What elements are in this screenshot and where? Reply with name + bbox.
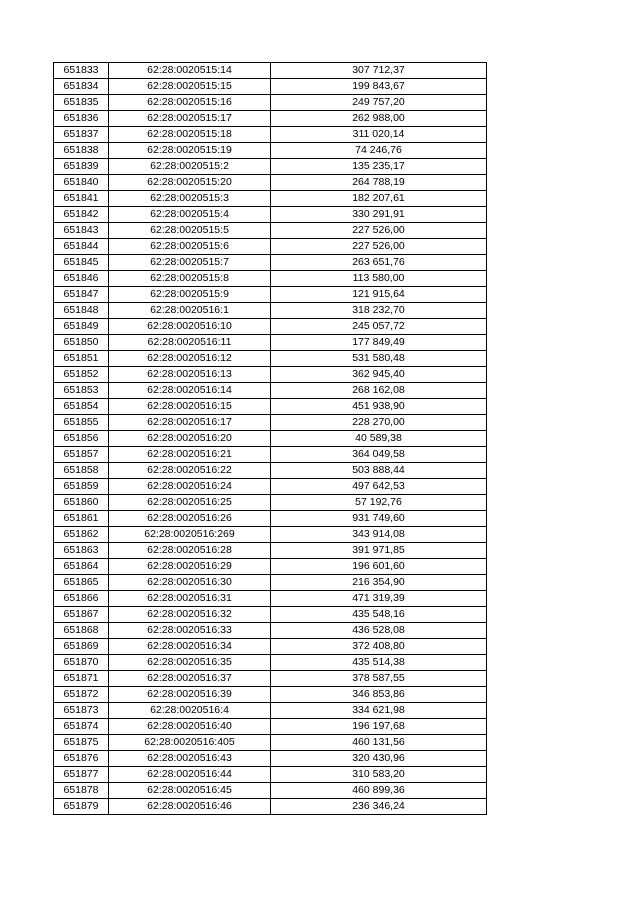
table-row [54,415,487,431]
row-number: 651854 [54,399,109,415]
table-row [54,575,487,591]
cadastral-value: 121 915,64 [271,287,487,303]
row-number: 651874 [54,719,109,735]
cadastral-value: 372 408,80 [271,639,487,655]
table-body [54,63,487,815]
table-row [54,255,487,271]
table-row [54,511,487,527]
table-row [54,623,487,639]
row-number: 651843 [54,223,109,239]
cadastral-number: 62:28:0020515:15 [109,79,271,95]
table-row [54,319,487,335]
cadastral-number: 62:28:0020516:28 [109,543,271,559]
cadastral-number: 62:28:0020516:15 [109,399,271,415]
row-number: 651878 [54,783,109,799]
cadastral-value: 245 057,72 [271,319,487,335]
table-row [54,367,487,383]
cadastral-value: 391 971,85 [271,543,487,559]
cadastral-value: 503 888,44 [271,463,487,479]
cadastral-number: 62:28:0020515:8 [109,271,271,287]
row-number: 651866 [54,591,109,607]
cadastral-number: 62:28:0020516:44 [109,767,271,783]
table-row [54,783,487,799]
row-number: 651845 [54,255,109,271]
row-number: 651860 [54,495,109,511]
row-number: 651858 [54,463,109,479]
row-number: 651853 [54,383,109,399]
table-row [54,735,487,751]
row-number: 651847 [54,287,109,303]
cadastral-number: 62:28:0020515:14 [109,63,271,79]
cadastral-number: 62:28:0020516:13 [109,367,271,383]
cadastral-value: 378 587,55 [271,671,487,687]
row-number: 651848 [54,303,109,319]
table-row [54,383,487,399]
data-sheet [53,62,487,815]
cadastral-value: 311 020,14 [271,127,487,143]
row-number: 651861 [54,511,109,527]
cadastral-value: 343 914,08 [271,527,487,543]
cadastral-value: 227 526,00 [271,223,487,239]
cadastral-value: 531 580,48 [271,351,487,367]
row-number: 651859 [54,479,109,495]
table-row [54,671,487,687]
table-row [54,63,487,79]
table-row [54,495,487,511]
cadastral-value: 249 757,20 [271,95,487,111]
cadastral-value: 113 580,00 [271,271,487,287]
cadastral-number: 62:28:0020516:4 [109,703,271,719]
cadastral-number: 62:28:0020516:43 [109,751,271,767]
table-row [54,431,487,447]
cadastral-number: 62:28:0020516:12 [109,351,271,367]
row-number: 651841 [54,191,109,207]
table-row [54,351,487,367]
table-row [54,543,487,559]
table-row [54,223,487,239]
cadastral-number: 62:28:0020515:16 [109,95,271,111]
table-row [54,703,487,719]
cadastral-value: 460 131,56 [271,735,487,751]
table-row [54,143,487,159]
table-row [54,607,487,623]
row-number: 651869 [54,639,109,655]
row-number: 651867 [54,607,109,623]
row-number: 651840 [54,175,109,191]
table-row [54,639,487,655]
row-number: 651856 [54,431,109,447]
table-row [54,79,487,95]
cadastral-number: 62:28:0020516:35 [109,655,271,671]
cadastral-value: 364 049,58 [271,447,487,463]
cadastral-value: 74 246,76 [271,143,487,159]
cadastral-value: 451 938,90 [271,399,487,415]
row-number: 651865 [54,575,109,591]
cadastral-value: 931 749,60 [271,511,487,527]
row-number: 651850 [54,335,109,351]
row-number: 651838 [54,143,109,159]
row-number: 651855 [54,415,109,431]
row-number: 651837 [54,127,109,143]
table-row [54,191,487,207]
table-row [54,559,487,575]
cadastral-number: 62:28:0020516:37 [109,671,271,687]
row-number: 651846 [54,271,109,287]
table-row [54,799,487,815]
cadastral-number: 62:28:0020516:46 [109,799,271,815]
cadastral-number: 62:28:0020516:405 [109,735,271,751]
cadastral-number: 62:28:0020515:2 [109,159,271,175]
cadastral-value: 268 162,08 [271,383,487,399]
table-row [54,767,487,783]
cadastral-value: 196 197,68 [271,719,487,735]
cadastral-value: 307 712,37 [271,63,487,79]
cadastral-number: 62:28:0020515:4 [109,207,271,223]
table-row [54,463,487,479]
cadastral-value: 177 849,49 [271,335,487,351]
cadastral-value: 57 192,76 [271,495,487,511]
row-number: 651868 [54,623,109,639]
table-row [54,111,487,127]
cadastral-value: 460 899,36 [271,783,487,799]
row-number: 651872 [54,687,109,703]
cadastral-number: 62:28:0020516:25 [109,495,271,511]
row-number: 651842 [54,207,109,223]
cadastral-value: 320 430,96 [271,751,487,767]
cadastral-number: 62:28:0020515:3 [109,191,271,207]
row-number: 651839 [54,159,109,175]
table-row [54,95,487,111]
cadastral-value: 236 346,24 [271,799,487,815]
cadastral-value: 262 988,00 [271,111,487,127]
cadastral-value: 216 354,90 [271,575,487,591]
cadastral-value-table [53,62,487,815]
table-row [54,127,487,143]
cadastral-number: 62:28:0020516:21 [109,447,271,463]
cadastral-value: 196 601,60 [271,559,487,575]
table-row [54,239,487,255]
row-number: 651834 [54,79,109,95]
cadastral-value: 228 270,00 [271,415,487,431]
cadastral-value: 182 207,61 [271,191,487,207]
cadastral-value: 40 589,38 [271,431,487,447]
cadastral-value: 334 621,98 [271,703,487,719]
cadastral-number: 62:28:0020515:9 [109,287,271,303]
cadastral-value: 497 642,53 [271,479,487,495]
cadastral-number: 62:28:0020516:22 [109,463,271,479]
row-number: 651877 [54,767,109,783]
row-number: 651871 [54,671,109,687]
table-row [54,447,487,463]
row-number: 651873 [54,703,109,719]
cadastral-number: 62:28:0020516:34 [109,639,271,655]
table-row [54,399,487,415]
table-row [54,175,487,191]
row-number: 651835 [54,95,109,111]
cadastral-value: 264 788,19 [271,175,487,191]
cadastral-number: 62:28:0020516:1 [109,303,271,319]
table-row [54,527,487,543]
cadastral-number: 62:28:0020515:7 [109,255,271,271]
row-number: 651862 [54,527,109,543]
cadastral-number: 62:28:0020515:20 [109,175,271,191]
cadastral-value: 471 319,39 [271,591,487,607]
table-row [54,207,487,223]
cadastral-number: 62:28:0020516:39 [109,687,271,703]
cadastral-number: 62:28:0020516:31 [109,591,271,607]
table-row [54,719,487,735]
cadastral-number: 62:28:0020515:19 [109,143,271,159]
table-row [54,591,487,607]
cadastral-number: 62:28:0020516:20 [109,431,271,447]
cadastral-value: 435 548,16 [271,607,487,623]
cadastral-value: 263 651,76 [271,255,487,271]
cadastral-number: 62:28:0020516:17 [109,415,271,431]
cadastral-number: 62:28:0020516:11 [109,335,271,351]
cadastral-value: 346 853,86 [271,687,487,703]
cadastral-number: 62:28:0020516:14 [109,383,271,399]
row-number: 651876 [54,751,109,767]
row-number: 651870 [54,655,109,671]
cadastral-value: 362 945,40 [271,367,487,383]
table-row [54,159,487,175]
cadastral-number: 62:28:0020516:33 [109,623,271,639]
cadastral-number: 62:28:0020516:40 [109,719,271,735]
row-number: 651852 [54,367,109,383]
row-number: 651851 [54,351,109,367]
row-number: 651875 [54,735,109,751]
cadastral-value: 330 291,91 [271,207,487,223]
table-row [54,335,487,351]
cadastral-number: 62:28:0020516:32 [109,607,271,623]
cadastral-number: 62:28:0020516:29 [109,559,271,575]
row-number: 651857 [54,447,109,463]
cadastral-value: 135 235,17 [271,159,487,175]
cadastral-number: 62:28:0020516:45 [109,783,271,799]
cadastral-number: 62:28:0020515:17 [109,111,271,127]
cadastral-value: 310 583,20 [271,767,487,783]
row-number: 651849 [54,319,109,335]
row-number: 651863 [54,543,109,559]
cadastral-number: 62:28:0020516:10 [109,319,271,335]
cadastral-number: 62:28:0020515:5 [109,223,271,239]
cadastral-number: 62:28:0020516:26 [109,511,271,527]
row-number: 651836 [54,111,109,127]
cadastral-value: 199 843,67 [271,79,487,95]
row-number: 651879 [54,799,109,815]
cadastral-number: 62:28:0020515:6 [109,239,271,255]
table-row [54,287,487,303]
cadastral-number: 62:28:0020515:18 [109,127,271,143]
cadastral-value: 436 528,08 [271,623,487,639]
cadastral-value: 227 526,00 [271,239,487,255]
row-number: 651833 [54,63,109,79]
row-number: 651844 [54,239,109,255]
table-row [54,271,487,287]
table-row [54,479,487,495]
table-row [54,687,487,703]
table-row [54,751,487,767]
cadastral-number: 62:28:0020516:269 [109,527,271,543]
cadastral-value: 318 232,70 [271,303,487,319]
cadastral-value: 435 514,38 [271,655,487,671]
table-row [54,655,487,671]
cadastral-number: 62:28:0020516:30 [109,575,271,591]
cadastral-number: 62:28:0020516:24 [109,479,271,495]
row-number: 651864 [54,559,109,575]
table-row [54,303,487,319]
